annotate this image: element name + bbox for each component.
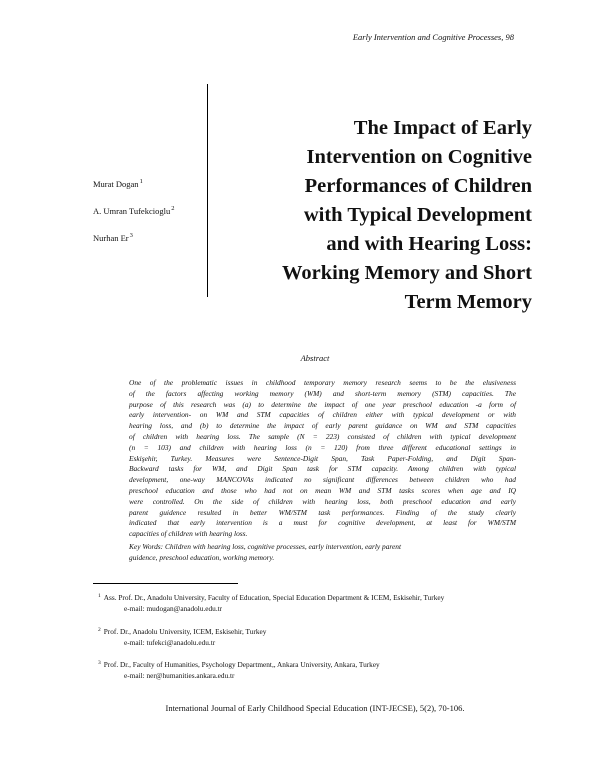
abstract-line: early intervention- on WM and STM capacities of children either with typical development or with: [129, 410, 516, 420]
paper-title: [212, 114, 532, 317]
abstract-line: indicated that early intervention is a must for cognitive development, at least for WM/STM: [129, 518, 516, 528]
author-affiliation-mark: 1: [139, 178, 143, 185]
abstract-line: parent guidence resulted in better WM/STM task performances. Finding of the study clearly: [129, 507, 516, 517]
abstract-line: development, one-way MANCOVAs indicated no significant differences between children who had: [129, 475, 516, 485]
footnote-2: [98, 625, 266, 648]
footnote-affiliation: Ass. Prof. Dr., Anadolu University, Faculty of Education, Special Education Department & ICEM, Eskisehir, Turkey: [103, 593, 445, 602]
keywords-line: Key Words: Children with hearing loss, cognitive processes, early intervention, early parent: [129, 542, 402, 551]
journal-citation: International Journal of Early Childhood Special Education (INT-JECSE), 5(2), 70-106.: [165, 703, 465, 713]
footnote-email: e-mail: ner@humanities.ankara.edu.tr: [124, 670, 235, 680]
footnote-affiliation: Prof. Dr., Faculty of Humanities, Psychology Department,, Ankara University, Ankara, Turkey: [103, 660, 380, 669]
title-line: Term Memory: [404, 291, 532, 313]
author-name: Murat Dogan: [93, 179, 139, 189]
title-line: Working Memory and Short: [282, 262, 532, 284]
abstract-line: preschool education and those who had not on mean WM and STM tasks scores when age and IQ: [129, 485, 516, 495]
abstract-heading: Abstract: [300, 353, 330, 363]
author-3: [93, 232, 133, 243]
abstract-line: (n = 103) and children with hearing loss (n = 120) from three different educational settings in: [129, 442, 516, 452]
footnote-rule: [93, 583, 238, 584]
author-affiliation-mark: 3: [129, 232, 133, 239]
footnote-3: [98, 658, 380, 681]
keywords: [129, 542, 516, 564]
footnote-email: e-mail: tufekci@anadolu.edu.tr: [124, 637, 216, 647]
abstract-line: of the factors affecting working memory (WM) and short-term memory (STM) capacities. The: [129, 388, 516, 398]
author-name: A. Umran Tufekcioglu: [93, 206, 171, 216]
footnote-1: [98, 591, 444, 614]
author-name: Nurhan Er: [93, 233, 129, 243]
footnote-mark: 2: [98, 627, 101, 633]
author-1: [93, 178, 143, 189]
abstract-line: capacities of children with hearing loss.: [129, 529, 248, 539]
abstract-line: were controlled. On the side of children with hearing loss, both preschool education and early: [129, 496, 516, 506]
abstract-line: hearing loss, and (b) to determine the impact of early parent guidance on WM and STM capacities: [129, 421, 516, 431]
title-line: Performances of Children: [304, 175, 532, 197]
footnote-email: e-mail: mudogan@anadolu.edu.tr: [124, 603, 223, 613]
author-2: [93, 205, 174, 216]
author-affiliation-mark: 2: [171, 205, 175, 212]
abstract-line: purpose of this research was (a) to determine the impact of one year preschool education -a form of: [129, 399, 516, 409]
abstract-line: Eskişehir, Turkey. Measures were Sentence-Digit Span, Task Paper-Folding, and Digit Span-: [129, 453, 516, 463]
footnote-mark: 1: [98, 593, 101, 599]
title-line: and with Hearing Loss:: [326, 233, 532, 255]
keywords-line: guidence, preschool education, working memory.: [129, 552, 275, 562]
title-line: The Impact of Early: [353, 117, 532, 139]
abstract-line: One of the problematic issues in childhood temporary memory research seems to be the elusiveness: [129, 378, 516, 387]
title-divider-line: [207, 84, 208, 297]
footnote-affiliation: Prof. Dr., Anadolu University, ICEM, Eskisehir, Turkey: [103, 627, 267, 636]
abstract-line: of children with hearing loss. The sample (N = 223) consisted of children with typical development: [129, 431, 516, 441]
abstract-line: Backward tasks for WM, and Digit Span task for STM capacity. Among children with typical: [129, 464, 516, 474]
running-head: Early Intervention and Cognitive Processes, 98: [352, 32, 514, 42]
title-line: with Typical Development: [303, 204, 532, 226]
title-line: Intervention on Cognitive: [306, 146, 532, 168]
footnote-mark: 3: [98, 660, 101, 666]
abstract-body: [129, 378, 516, 540]
